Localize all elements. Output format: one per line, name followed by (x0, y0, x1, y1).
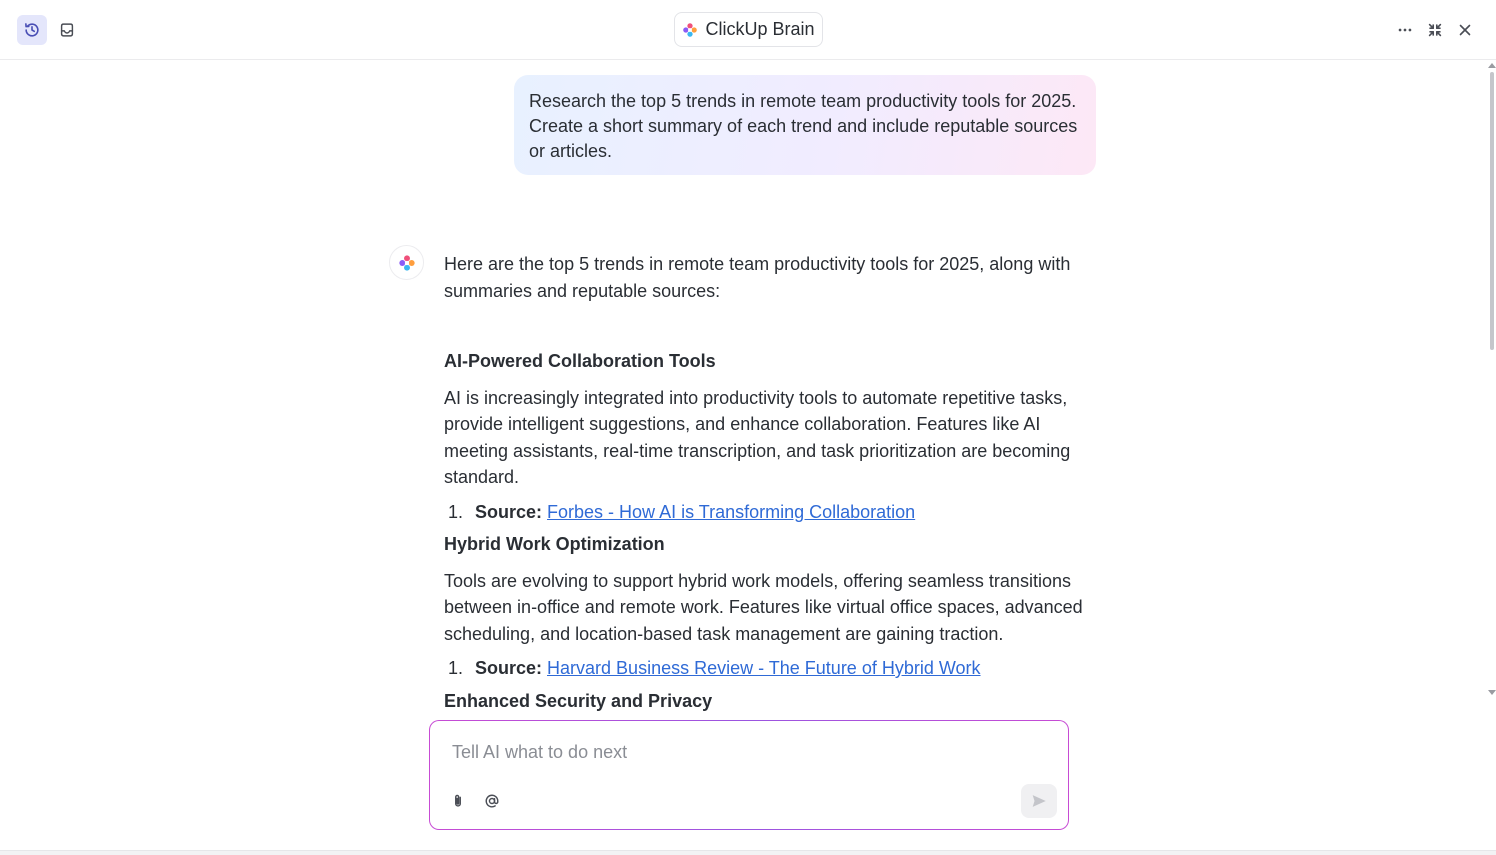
mention-button[interactable] (481, 790, 503, 812)
inbox-button[interactable] (52, 15, 82, 45)
ai-avatar (389, 245, 424, 280)
source-number: 1. (448, 501, 464, 522)
inbox-icon (58, 21, 76, 39)
at-sign-icon (483, 792, 501, 810)
collapse-button[interactable] (1420, 15, 1450, 45)
chat-title[interactable] (674, 12, 823, 47)
trend-title: Enhanced Security and Privacy (444, 690, 713, 711)
history-icon (23, 21, 41, 39)
bottom-divider (0, 850, 1496, 855)
chat-composer (429, 720, 1069, 830)
trend-section (444, 688, 1084, 715)
trend-title: Hybrid Work Optimization (444, 534, 665, 554)
source-label: Source: (475, 501, 543, 522)
paperclip-icon (449, 792, 467, 810)
user-message-bubble (514, 75, 1096, 175)
scrollbar-thumb[interactable] (1490, 72, 1494, 350)
ai-response (444, 251, 1084, 711)
more-horizontal-icon (1396, 21, 1414, 39)
scroll-down-arrow[interactable] (1488, 690, 1496, 695)
trend-title: AI-Powered Collaboration Tools (444, 351, 716, 371)
history-button[interactable] (17, 15, 47, 45)
trend-summary: Tools are evolving to support hybrid work models, offering seamless transitions between in-office and remote work. Features like virtual office spaces, advanced scheduling, and location-based task management are gaining traction. (444, 570, 1083, 644)
source-label: Source: (475, 658, 543, 678)
ai-response-intro: Here are the top 5 trends in remote team productivity tools for 2025, along with summaries and reputable sources: (444, 254, 1071, 301)
source-link[interactable]: Harvard Business Review - The Future of Hybrid Work (547, 658, 981, 678)
source-item (444, 499, 1084, 526)
user-message-text: Research the top 5 trends in remote team productivity tools for 2025. Create a short summary of each trend and include reputable sources or articles. (529, 91, 1078, 161)
more-button[interactable] (1390, 15, 1420, 45)
chat-title-text: ClickUp Brain (705, 19, 815, 39)
close-icon (1456, 21, 1474, 39)
source-number: 1. (448, 658, 464, 678)
trend-summary: AI is increasingly integrated into productivity tools to automate repetitive tasks, provide intelligent suggestions, and enhance collaboration. Features like AI meeting assistants, real-time transcription, and task prioritization are becoming standard. (444, 387, 1071, 487)
clickup-brain-logo-icon (398, 254, 416, 272)
header (0, 0, 1496, 60)
trend-section (444, 348, 1084, 525)
attach-button[interactable] (447, 790, 469, 812)
source-link[interactable]: Forbes - How AI is Transforming Collaboration (547, 501, 916, 522)
send-button[interactable] (1021, 784, 1057, 818)
trend-section (444, 531, 1084, 682)
send-icon (1030, 792, 1048, 810)
clickup-brain-logo-icon (682, 22, 698, 38)
close-button[interactable] (1450, 15, 1480, 45)
composer-inner (430, 721, 1068, 829)
collapse-icon (1426, 21, 1444, 39)
prompt-input[interactable] (452, 739, 1042, 765)
scroll-up-arrow[interactable] (1488, 63, 1496, 68)
source-item (444, 655, 1084, 682)
